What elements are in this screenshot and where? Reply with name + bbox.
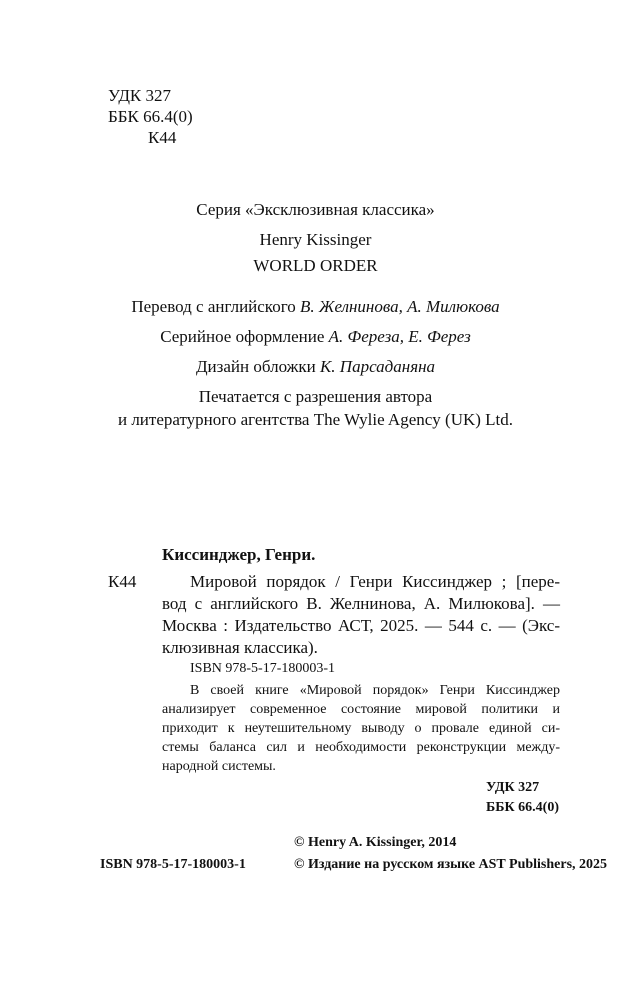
annotation-line: анализирует современное состояние мировой политики и <box>162 702 560 717</box>
annotation-line: народной системы. <box>162 759 276 774</box>
translation-credit <box>0 298 631 315</box>
footer-bbk: ББК 66.4(0) <box>486 800 559 815</box>
copyright-publisher: © Издание на русском языке AST Publishers, 2025 <box>294 857 608 872</box>
copyright-author: © Henry A. Kissinger, 2014 <box>294 835 457 850</box>
permission-line-2: и литературного агентства The Wylie Agency (UK) Ltd. <box>117 410 514 429</box>
annotation-line: В своей книге «Мировой порядок» Генри Киссинджер <box>190 683 560 698</box>
author-mark: К44 <box>148 128 177 147</box>
design-label: Серийное оформление <box>160 327 325 346</box>
catalog-line: Москва : Издательство АСТ, 2025. — 544 с. — (Экс- <box>162 616 560 635</box>
footer-udk: УДК 327 <box>486 780 540 795</box>
catalog-line: клюзивная классика). <box>162 638 318 657</box>
footer-isbn: ISBN 978-5-17-180003-1 <box>100 857 246 872</box>
original-title: WORLD ORDER <box>253 256 378 275</box>
cover-label: Дизайн обложки <box>195 357 316 376</box>
catalog-isbn: ISBN 978-5-17-180003-1 <box>190 661 336 676</box>
permission-line-1: Печатается с разрешения автора <box>198 387 433 406</box>
cover-names: К. Парсаданяна <box>320 357 436 376</box>
catalog-line: вод с английского В. Желнинова, А. Милюкова]. — <box>162 594 560 613</box>
catalog-mark: К44 <box>108 572 137 591</box>
design-names: А. Фереза, Е. Ферез <box>328 327 471 346</box>
design-credit <box>0 328 631 345</box>
bbk-code: ББК 66.4(0) <box>108 107 193 126</box>
catalog-heading: Киссинджер, Генри. <box>162 545 316 564</box>
series-title: Серия «Эксклюзивная классика» <box>196 200 435 219</box>
annotation-line: приходит к неутешительному выводу о провале единой си- <box>162 721 560 736</box>
udk-code: УДК 327 <box>108 86 172 105</box>
original-author: Henry Kissinger <box>259 230 372 249</box>
catalog-line: Мировой порядок / Генри Киссинджер ; [пере- <box>190 572 560 591</box>
translation-label: Перевод с английского <box>131 297 296 316</box>
translation-names: В. Желнинова, А. Милюкова <box>300 297 500 316</box>
cover-credit <box>0 358 631 375</box>
annotation-line: стемы баланса сил и необходимости реконструкции между- <box>162 740 560 755</box>
